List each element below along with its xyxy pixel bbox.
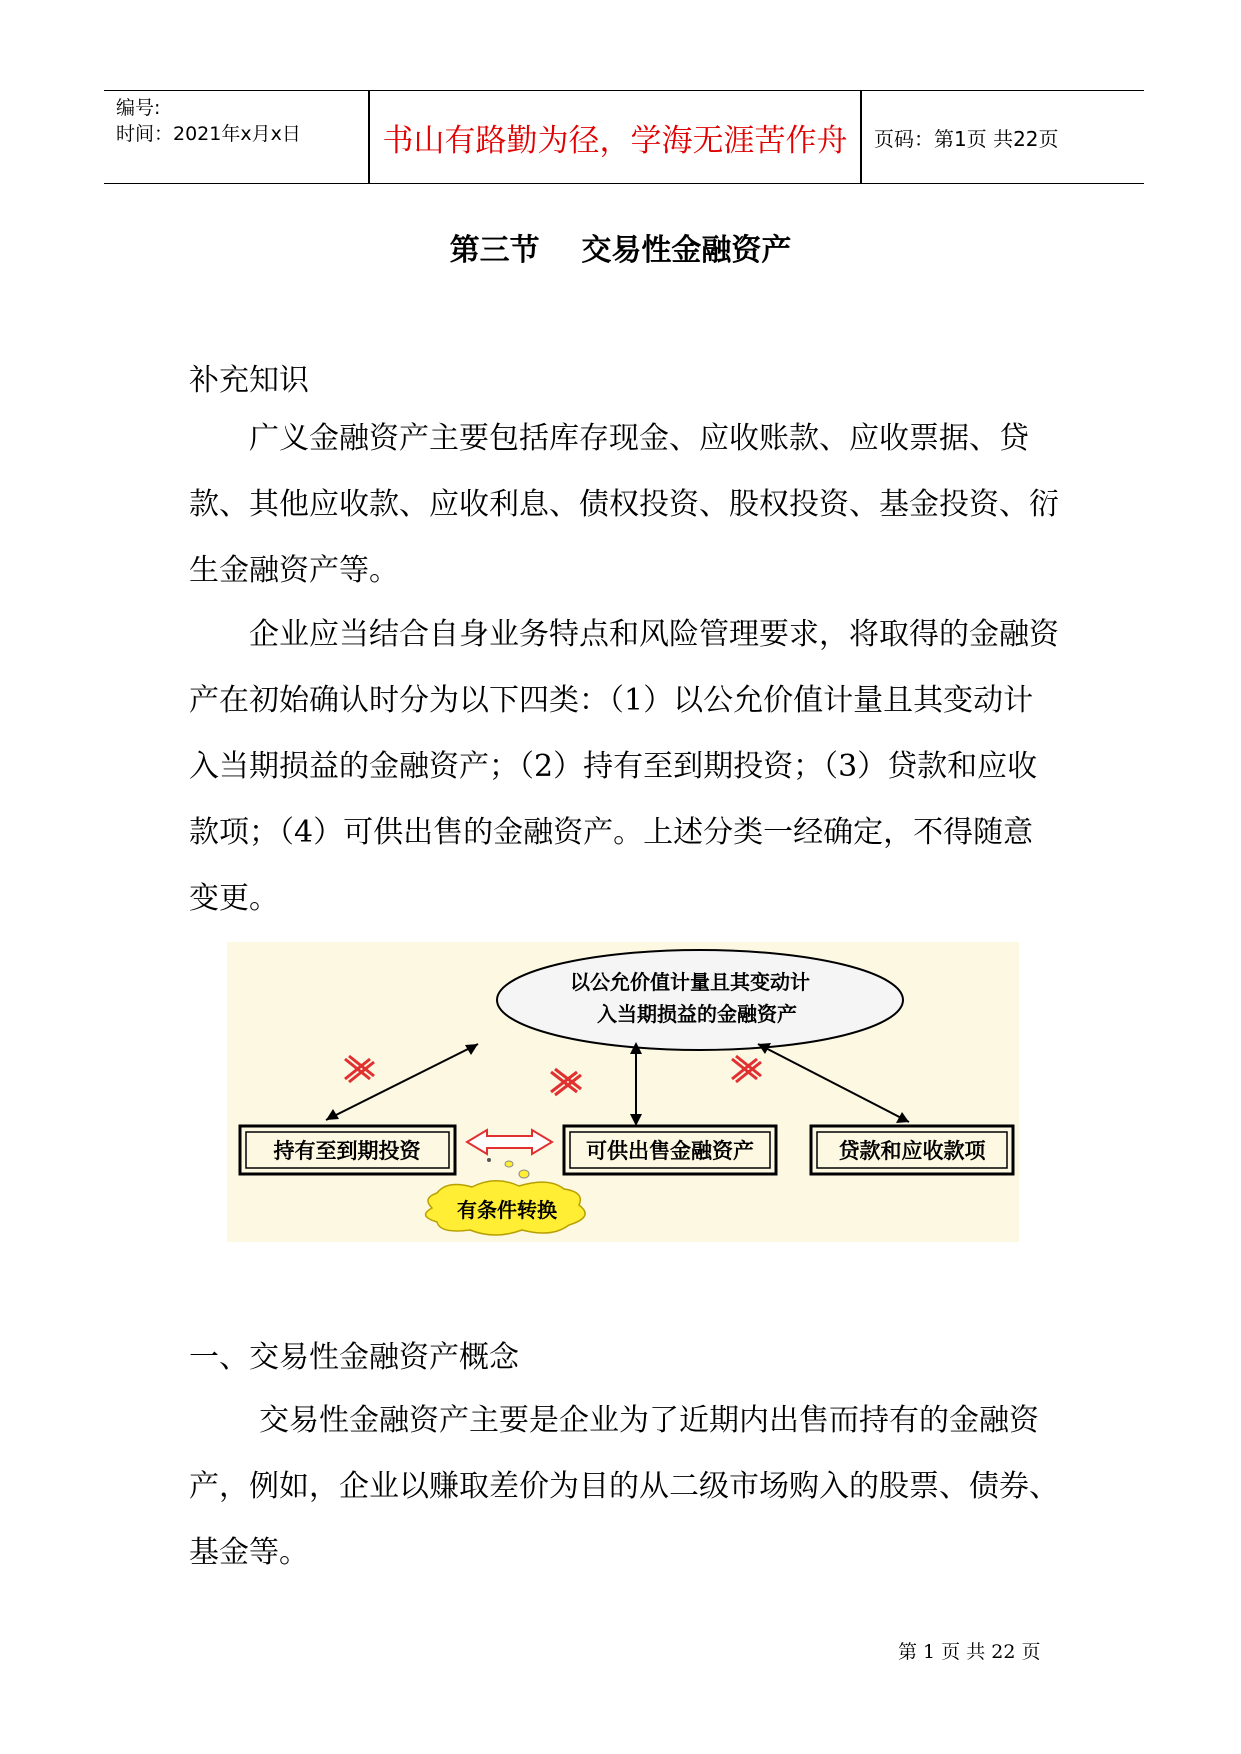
fvtpl-ellipse bbox=[497, 950, 903, 1050]
time-label: 时间：2021年x月x日 bbox=[116, 123, 301, 145]
header-page-label: 页码：第1页 共22页 bbox=[874, 126, 1059, 151]
page-header bbox=[104, 90, 1144, 184]
classification-diagram bbox=[227, 942, 1019, 1242]
section1-paragraph1: 广义金融资产主要包括库存现金、应收账款、应收票据、贷款、其他应收款、应收利息、债权投资、股权投资、基金投资、衍生金融资产等。 bbox=[189, 421, 1059, 588]
ellipse-text-line2: 入当期损益的金融资产 bbox=[597, 1002, 797, 1026]
ellipse-text-line1: 以公允价值计量且其变动计 bbox=[570, 970, 810, 994]
header-divider bbox=[860, 91, 862, 183]
header-meta bbox=[116, 95, 371, 179]
page-footer: 第 1 页 共 22 页 bbox=[898, 1641, 1041, 1663]
header-motto: 书山有路勤为径，学海无涯苦作舟 bbox=[382, 122, 848, 159]
cloud-label: 有条件转换 bbox=[457, 1198, 557, 1222]
number-label: 编号: bbox=[116, 97, 161, 119]
box-loans-receivables-label: 贷款和应收款项 bbox=[838, 1139, 986, 1163]
section2-heading: 一、交易性金融资产概念 bbox=[189, 1340, 519, 1375]
section2-paragraph: 交易性金融资产主要是企业为了近期内出售而持有的金融资产，例如，企业以赚取差价为目的从二级市场购入的股票、债券、基金等。 bbox=[189, 1403, 1059, 1570]
section1-paragraph2: 企业应当结合自身业务特点和风险管理要求，将取得的金融资产在初始确认时分为以下四类：（1）以公允价值计量且其变动计入当期损益的金融资产；（2）持有至到期投资；（3）贷款和应收款项；（4）可供出售的金融资产。上述分类一经确定，不得随意变更。 bbox=[189, 617, 1059, 916]
box-available-for-sale-label: 可供出售金融资产 bbox=[586, 1139, 754, 1163]
page-title: 第三节 交易性金融资产 bbox=[449, 233, 792, 268]
box-held-to-maturity-label: 持有至到期投资 bbox=[273, 1139, 421, 1163]
section1-heading: 补充知识 bbox=[189, 363, 309, 398]
